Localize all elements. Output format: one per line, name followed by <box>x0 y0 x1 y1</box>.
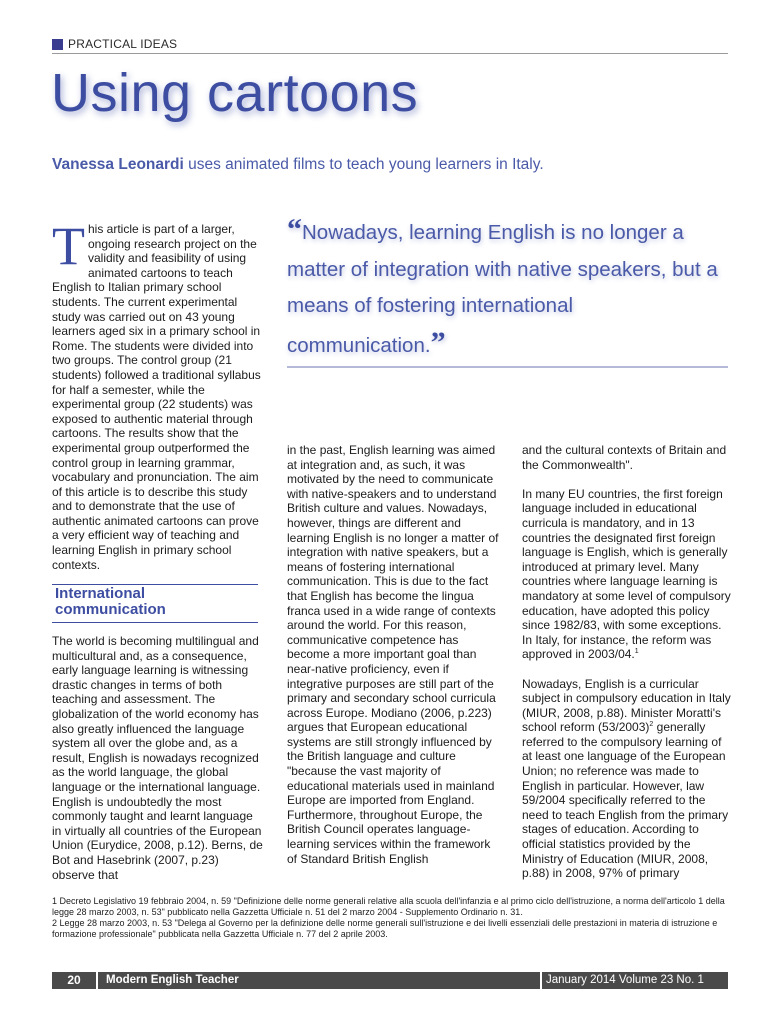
body-paragraph: in the past, English learning was aimed at integration and, as such, it was motivated by the need to communicate with native-speakers and to understand British culture and values. Nowadays, however, things are different and learning English is no longer a matter of integration with native speakers, but a means of fostering international communication. This is due to the fact that English has become the lingua franca used in a wide range of contexts around the world. For this reason, communicative competence has become a more important goal than near-native proficiency, even if integrative purposes are still part of the primary and secondary school curricula across Europe. Modiano (2006, p.223) argues that European educational systems are still strongly influenced by the British language and culture "because the vast majority of educational materials used in mainland Europe are imported from England. Furthermore, throughout Europe, the British Council operates language-learning services within the framework of Standard British English <box>287 443 499 866</box>
pull-quote-text: Nowadays, learning English is no longer a matter of integration with native speakers, but a means of fostering international communication. <box>287 221 718 357</box>
footer-divider <box>540 972 542 989</box>
page-number: 20 <box>67 973 81 987</box>
body-text: In many EU countries, the first foreign language included in educational curricula is mandatory, and in 13 countries the designated first foreign language is English, which is generally introduced at primary level. Many countries where language learning is mandatory at some level of compulsory education, have adopted this policy since 1982/83, with some exceptions. In Italy, for instance, the reform was approved in 2003/04. <box>522 486 731 662</box>
subheading-rule-bottom <box>52 622 258 623</box>
drop-cap: T <box>52 216 85 276</box>
body-column-2 <box>287 443 499 866</box>
intro-column <box>52 216 264 572</box>
intro-paragraph <box>52 216 264 572</box>
standfirst-text: uses animated films to teach young learners in Italy. <box>183 156 544 173</box>
body-paragraph: The world is becoming multilingual and multicultural and, as a consequence, early language learning is witnessing drastic changes in terms of both teaching and assessment. The globalization of the world economy has also greatly influenced the language system all over the globe and, as a result, English is nowadays recognized as the world language, the global language or the international language. English is undoubtedly the most commonly taught and learnt language in virtually all countries of the European Union (Eurydice, 2008, p.12). Berns, de Bot and Hasebrink (2007, p.23) observe that <box>52 634 263 882</box>
close-quote-mark: ” <box>430 325 446 359</box>
body-text: Nowadays, English is a curricular subject in compulsory education in Italy (MIUR, 2008, p.88). Minister Moratti's school reform (53/2003) <box>522 676 731 735</box>
footnotes <box>52 896 732 940</box>
issue-info: January 2014 Volume 23 No. 1 <box>546 974 704 986</box>
section-label: PRACTICAL IDEAS <box>68 37 178 51</box>
pull-quote <box>287 212 727 364</box>
footnote-1: 1 Decreto Legislativo 19 febbraio 2004, n. 59 "Definizione delle norme generali relative alla scuola dell'infanzia e al primo ciclo dell'istruzione, a norma dell'articolo 1 della legge 28 marzo 2003, n. 53" pubblicato nella Gazzetta Ufficiale n. 51 del 2 marzo 2004 - Supplemento Ordinario n. 31. <box>52 896 725 917</box>
open-quote-mark: “ <box>287 213 302 246</box>
article-title: Using cartoons <box>51 63 419 123</box>
body-text: generally referred to the compulsory learning of at least one language of the European Union; no reference was made to English in particular. However, law 59/2004 specifically referred to the need to teach English from the primary stages of education. According to official statistics provided by the Ministry of Education (MIUR, 2008, p.88) in 2008, 97% of primary <box>522 720 729 881</box>
body-paragraph <box>522 677 732 881</box>
pull-quote-rule <box>287 366 728 368</box>
footnote-ref-2: 2 <box>649 721 654 729</box>
body-column-3 <box>522 443 732 881</box>
footnote-ref-1: 1 <box>634 648 639 656</box>
section-subheading: International communication <box>55 585 166 618</box>
section-tag <box>52 37 177 51</box>
standfirst <box>52 156 544 174</box>
page-footer <box>52 972 728 989</box>
magazine-name: Modern English Teacher <box>106 974 239 986</box>
intro-text: his article is part of a larger, ongoing research project on the validity and feasibility of using animated cartoons to teach English to Italian primary school students. The current experimental study was carried out on 43 young learners aged six in a primary school in Rome. The students were divided into two groups. The control group (21 students) followed a traditional syllabus for half a semester, while the experimental group (22 students) was exposed to authentic material through cartoons. The results show that the experimental group outperformed the control group in learning grammar, vocabulary and pronunciation. The aim of this article is to describe this study and to demonstrate that the use of authentic animated cartoons can prove a very efficient way of teaching and learning English in primary school contexts. <box>52 222 261 572</box>
section-square-icon <box>52 39 63 50</box>
footer-divider <box>96 972 98 989</box>
body-paragraph <box>522 487 732 662</box>
footnote-2: 2 Legge 28 marzo 2003, n. 53 "Delega al Governo per la definizione delle norme generali sull'istruzione e dei livelli essenziali delle prestazioni in materia di istruzione e formazione professionale" pubblicata nella Gazzetta Ufficiale n. 77 del 2 aprile 2003. <box>52 918 718 939</box>
author-name: Vanessa Leonardi <box>52 156 184 173</box>
body-paragraph: and the cultural contexts of Britain and the Commonwealth". <box>522 443 727 472</box>
body-column-1 <box>52 634 264 882</box>
header-rule <box>52 53 728 54</box>
